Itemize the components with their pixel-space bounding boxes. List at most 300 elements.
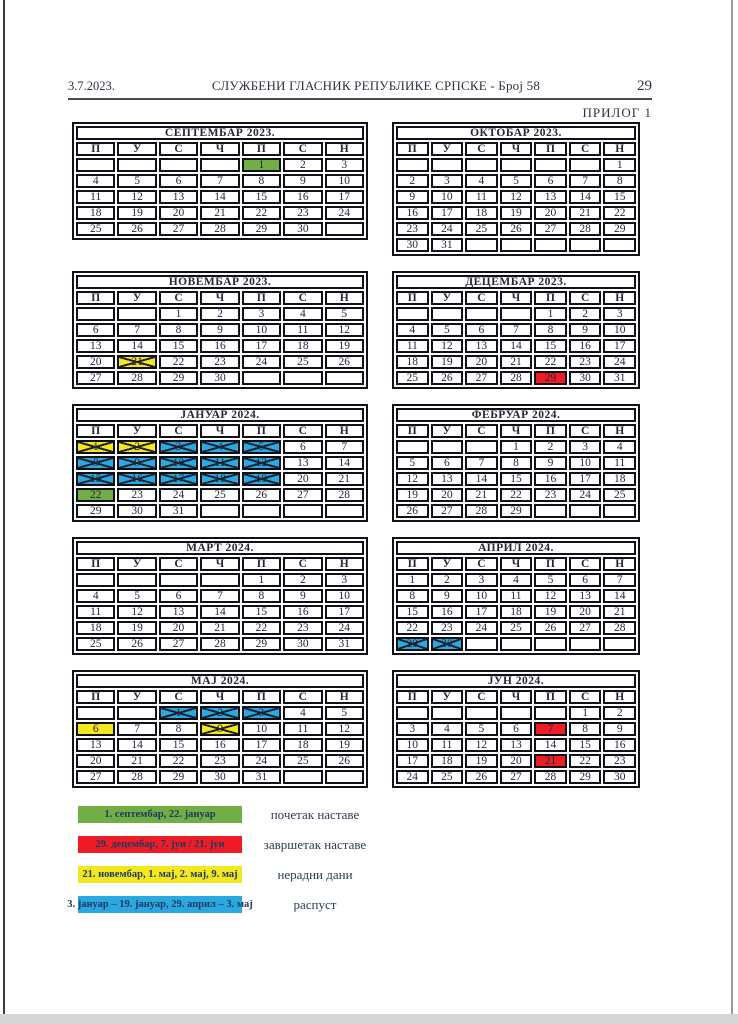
day-cell: 2 bbox=[396, 174, 429, 188]
page-edge-left bbox=[3, 0, 5, 1024]
day-cell: 3 bbox=[465, 573, 498, 587]
day-cell: 21 bbox=[117, 355, 156, 369]
day-cell: 26 bbox=[500, 222, 533, 236]
weekday-header: П bbox=[76, 690, 115, 704]
legend-label: завршетак наставе bbox=[263, 836, 367, 852]
day-cell: 19 bbox=[117, 621, 156, 635]
day-cell: 28 bbox=[465, 504, 498, 518]
month-title: ЈУН 2024. bbox=[396, 674, 636, 688]
day-cell: 26 bbox=[117, 222, 156, 236]
day-cell: 27 bbox=[431, 504, 464, 518]
calendar-month bbox=[392, 271, 640, 389]
weekday-header: Ч bbox=[200, 142, 239, 156]
day-cell: 18 bbox=[76, 621, 115, 635]
day-cell: 30 bbox=[283, 637, 322, 651]
weekday-header: Н bbox=[603, 690, 636, 704]
day-cell bbox=[534, 158, 567, 172]
day-cell: 23 bbox=[431, 621, 464, 635]
day-cell: 26 bbox=[117, 637, 156, 651]
day-cell: 22 bbox=[569, 754, 602, 768]
day-cell: 7 bbox=[200, 589, 239, 603]
day-cell: 11 bbox=[283, 323, 322, 337]
day-cell: 2 bbox=[534, 440, 567, 454]
month-title: ЈАНУАР 2024. bbox=[76, 408, 364, 422]
weekday-header: Ч bbox=[200, 291, 239, 305]
day-cell: 22 bbox=[242, 621, 281, 635]
day-cell: 25 bbox=[396, 371, 429, 385]
day-cell bbox=[242, 371, 281, 385]
day-cell: 29 bbox=[76, 504, 115, 518]
day-cell: 20 bbox=[500, 754, 533, 768]
weekday-header: У bbox=[117, 557, 156, 571]
weekday-header: П bbox=[396, 557, 429, 571]
day-cell: 11 bbox=[76, 190, 115, 204]
day-cell: 27 bbox=[76, 770, 115, 784]
day-cell bbox=[396, 158, 429, 172]
weekday-header: С bbox=[159, 424, 198, 438]
day-cell: 10 bbox=[325, 174, 364, 188]
day-cell: 24 bbox=[603, 355, 636, 369]
day-cell: 18 bbox=[603, 472, 636, 486]
day-cell: 9 bbox=[200, 323, 239, 337]
day-cell: 27 bbox=[159, 222, 198, 236]
day-cell: 15 bbox=[569, 738, 602, 752]
weekday-header: С bbox=[569, 557, 602, 571]
day-cell: 1 bbox=[159, 307, 198, 321]
day-cell: 1 bbox=[603, 158, 636, 172]
day-cell: 29 bbox=[534, 371, 567, 385]
day-cell: 23 bbox=[283, 621, 322, 635]
day-cell bbox=[242, 504, 281, 518]
day-cell: 3 bbox=[569, 440, 602, 454]
day-cell: 1 bbox=[569, 706, 602, 720]
day-cell: 18 bbox=[200, 472, 239, 486]
weekday-header: Н bbox=[325, 142, 364, 156]
day-cell: 2 bbox=[117, 440, 156, 454]
day-cell: 14 bbox=[117, 339, 156, 353]
day-cell: 16 bbox=[603, 738, 636, 752]
day-cell bbox=[117, 158, 156, 172]
page-edge-right bbox=[731, 0, 733, 1024]
day-cell: 22 bbox=[534, 355, 567, 369]
weekday-header: Ч bbox=[200, 557, 239, 571]
day-cell: 12 bbox=[465, 738, 498, 752]
day-cell bbox=[500, 238, 533, 252]
day-cell: 15 bbox=[396, 605, 429, 619]
weekday-header: П bbox=[242, 690, 281, 704]
day-cell: 19 bbox=[500, 206, 533, 220]
day-cell bbox=[569, 238, 602, 252]
day-cell: 29 bbox=[242, 637, 281, 651]
day-cell: 17 bbox=[159, 472, 198, 486]
weekday-header: Н bbox=[325, 424, 364, 438]
day-cell: 21 bbox=[603, 605, 636, 619]
day-cell: 12 bbox=[534, 589, 567, 603]
day-cell: 17 bbox=[431, 206, 464, 220]
day-cell: 5 bbox=[325, 307, 364, 321]
day-cell: 27 bbox=[500, 770, 533, 784]
day-cell: 18 bbox=[283, 339, 322, 353]
day-cell: 15 bbox=[534, 339, 567, 353]
weekday-header: П bbox=[534, 142, 567, 156]
day-cell: 28 bbox=[200, 222, 239, 236]
day-cell: 20 bbox=[159, 206, 198, 220]
day-cell bbox=[159, 158, 198, 172]
day-cell: 20 bbox=[465, 355, 498, 369]
day-cell: 7 bbox=[465, 456, 498, 470]
day-cell: 16 bbox=[117, 472, 156, 486]
weekday-header: У bbox=[431, 690, 464, 704]
day-cell: 26 bbox=[396, 504, 429, 518]
day-cell: 29 bbox=[159, 371, 198, 385]
day-cell bbox=[465, 637, 498, 651]
day-cell: 11 bbox=[200, 456, 239, 470]
day-cell: 10 bbox=[159, 456, 198, 470]
day-cell: 1 bbox=[534, 307, 567, 321]
day-cell: 25 bbox=[431, 770, 464, 784]
weekday-header: С bbox=[159, 142, 198, 156]
day-cell: 11 bbox=[76, 605, 115, 619]
legend-color-box: 29. децембар, 7. јун / 21. јун bbox=[78, 836, 242, 853]
weekday-header: П bbox=[76, 557, 115, 571]
weekday-header: Н bbox=[325, 557, 364, 571]
day-cell: 21 bbox=[500, 355, 533, 369]
day-cell bbox=[117, 573, 156, 587]
day-cell: 26 bbox=[465, 770, 498, 784]
day-cell: 25 bbox=[76, 222, 115, 236]
legend-item bbox=[78, 806, 380, 823]
header-title: СЛУЖБЕНИ ГЛАСНИК РЕПУБЛИКЕ СРПСКЕ - Број 58 bbox=[211, 78, 541, 93]
calendar-month bbox=[72, 122, 368, 240]
legend-item bbox=[78, 836, 380, 853]
weekday-header: С bbox=[569, 424, 602, 438]
day-cell: 8 bbox=[242, 174, 281, 188]
day-cell bbox=[76, 158, 115, 172]
day-cell: 30 bbox=[603, 770, 636, 784]
day-cell: 26 bbox=[242, 488, 281, 502]
day-cell bbox=[569, 158, 602, 172]
day-cell: 29 bbox=[396, 637, 429, 651]
day-cell: 7 bbox=[534, 722, 567, 736]
day-cell: 25 bbox=[603, 488, 636, 502]
day-cell: 15 bbox=[603, 190, 636, 204]
day-cell: 5 bbox=[117, 589, 156, 603]
day-cell: 3 bbox=[242, 706, 281, 720]
day-cell: 7 bbox=[500, 323, 533, 337]
day-cell: 13 bbox=[159, 190, 198, 204]
weekday-header: П bbox=[534, 690, 567, 704]
weekday-header: С bbox=[465, 291, 498, 305]
day-cell: 28 bbox=[117, 371, 156, 385]
day-cell: 2 bbox=[431, 573, 464, 587]
day-cell: 13 bbox=[76, 738, 115, 752]
day-cell: 25 bbox=[200, 488, 239, 502]
day-cell: 10 bbox=[242, 323, 281, 337]
day-cell: 20 bbox=[159, 621, 198, 635]
weekday-header: П bbox=[396, 424, 429, 438]
legend-color-box: 1. септембар, 22. јануар bbox=[78, 806, 242, 823]
day-cell: 12 bbox=[117, 605, 156, 619]
day-cell: 13 bbox=[431, 472, 464, 486]
day-cell: 14 bbox=[603, 589, 636, 603]
day-cell: 9 bbox=[569, 323, 602, 337]
day-cell: 20 bbox=[76, 355, 115, 369]
day-cell: 3 bbox=[396, 722, 429, 736]
day-cell: 13 bbox=[465, 339, 498, 353]
day-cell: 13 bbox=[76, 339, 115, 353]
day-cell: 30 bbox=[431, 637, 464, 651]
weekday-header: Ч bbox=[500, 291, 533, 305]
day-cell: 10 bbox=[569, 456, 602, 470]
day-cell bbox=[431, 706, 464, 720]
day-cell: 13 bbox=[569, 589, 602, 603]
legend-label: почетак наставе bbox=[270, 806, 360, 822]
annex-label: ПРИЛОГ 1 bbox=[582, 105, 652, 120]
day-cell: 3 bbox=[431, 174, 464, 188]
day-cell: 3 bbox=[159, 440, 198, 454]
day-cell: 3 bbox=[325, 158, 364, 172]
day-cell: 11 bbox=[603, 456, 636, 470]
day-cell: 4 bbox=[283, 307, 322, 321]
day-cell: 25 bbox=[283, 355, 322, 369]
day-cell: 5 bbox=[534, 573, 567, 587]
day-cell: 23 bbox=[200, 355, 239, 369]
day-cell: 17 bbox=[465, 605, 498, 619]
day-cell bbox=[325, 770, 364, 784]
day-cell: 14 bbox=[200, 190, 239, 204]
calendar-month bbox=[392, 670, 640, 788]
day-cell: 26 bbox=[431, 371, 464, 385]
day-cell bbox=[500, 158, 533, 172]
day-cell: 21 bbox=[534, 754, 567, 768]
weekday-header: С bbox=[159, 291, 198, 305]
day-cell bbox=[76, 706, 115, 720]
day-cell: 12 bbox=[431, 339, 464, 353]
weekday-header: Н bbox=[325, 690, 364, 704]
calendar-month bbox=[72, 271, 368, 389]
day-cell: 23 bbox=[117, 488, 156, 502]
day-cell: 13 bbox=[500, 738, 533, 752]
day-cell: 17 bbox=[569, 472, 602, 486]
day-cell bbox=[500, 637, 533, 651]
day-cell: 20 bbox=[283, 472, 322, 486]
day-cell: 17 bbox=[325, 190, 364, 204]
page-edge-bottom bbox=[0, 1014, 738, 1024]
page-number: 29 bbox=[637, 78, 652, 94]
weekday-header: У bbox=[117, 690, 156, 704]
day-cell: 18 bbox=[396, 355, 429, 369]
day-cell: 1 bbox=[242, 158, 281, 172]
legend-color-box: 21. новембар, 1. мај, 2. мај, 9. мај bbox=[78, 866, 242, 883]
weekday-header: У bbox=[431, 424, 464, 438]
day-cell: 24 bbox=[242, 754, 281, 768]
day-cell: 21 bbox=[465, 488, 498, 502]
day-cell bbox=[534, 637, 567, 651]
day-cell: 6 bbox=[76, 722, 115, 736]
day-cell: 4 bbox=[431, 722, 464, 736]
weekday-header: Ч bbox=[500, 557, 533, 571]
day-cell: 14 bbox=[465, 472, 498, 486]
weekday-header: Ч bbox=[200, 424, 239, 438]
legend-label: нерадни дани bbox=[277, 866, 353, 882]
day-cell: 5 bbox=[117, 174, 156, 188]
day-cell: 9 bbox=[283, 589, 322, 603]
day-cell: 19 bbox=[117, 206, 156, 220]
weekday-header: Ч bbox=[500, 142, 533, 156]
day-cell: 29 bbox=[159, 770, 198, 784]
weekday-header: П bbox=[396, 291, 429, 305]
weekday-header: П bbox=[242, 291, 281, 305]
day-cell: 28 bbox=[117, 770, 156, 784]
day-cell: 21 bbox=[117, 754, 156, 768]
weekday-header: У bbox=[117, 142, 156, 156]
day-cell: 11 bbox=[283, 722, 322, 736]
day-cell: 16 bbox=[569, 339, 602, 353]
month-title: ФЕБРУАР 2024. bbox=[396, 408, 636, 422]
day-cell: 2 bbox=[283, 573, 322, 587]
day-cell: 23 bbox=[200, 754, 239, 768]
day-cell: 24 bbox=[242, 355, 281, 369]
day-cell: 4 bbox=[603, 440, 636, 454]
day-cell: 4 bbox=[500, 573, 533, 587]
month-title: АПРИЛ 2024. bbox=[396, 541, 636, 555]
day-cell: 1 bbox=[242, 573, 281, 587]
day-cell: 11 bbox=[465, 190, 498, 204]
day-cell: 6 bbox=[569, 573, 602, 587]
day-cell: 6 bbox=[76, 323, 115, 337]
day-cell bbox=[431, 307, 464, 321]
day-cell: 30 bbox=[200, 371, 239, 385]
day-cell: 22 bbox=[603, 206, 636, 220]
day-cell bbox=[500, 706, 533, 720]
day-cell: 22 bbox=[159, 754, 198, 768]
day-cell: 16 bbox=[396, 206, 429, 220]
day-cell: 26 bbox=[325, 754, 364, 768]
day-cell: 1 bbox=[500, 440, 533, 454]
day-cell: 16 bbox=[431, 605, 464, 619]
day-cell: 25 bbox=[76, 637, 115, 651]
day-cell: 25 bbox=[500, 621, 533, 635]
day-cell: 4 bbox=[200, 440, 239, 454]
weekday-header: П bbox=[534, 291, 567, 305]
weekday-header: С bbox=[283, 142, 322, 156]
day-cell: 27 bbox=[569, 621, 602, 635]
day-cell: 30 bbox=[569, 371, 602, 385]
day-cell: 4 bbox=[76, 589, 115, 603]
calendar-month bbox=[72, 404, 368, 522]
day-cell: 20 bbox=[534, 206, 567, 220]
day-cell: 8 bbox=[159, 323, 198, 337]
day-cell: 6 bbox=[159, 589, 198, 603]
day-cell: 21 bbox=[200, 206, 239, 220]
day-cell: 8 bbox=[76, 456, 115, 470]
day-cell: 2 bbox=[283, 158, 322, 172]
weekday-header: Н bbox=[603, 557, 636, 571]
day-cell: 10 bbox=[242, 722, 281, 736]
day-cell: 17 bbox=[242, 339, 281, 353]
day-cell: 4 bbox=[465, 174, 498, 188]
day-cell: 18 bbox=[465, 206, 498, 220]
day-cell: 12 bbox=[500, 190, 533, 204]
day-cell bbox=[325, 371, 364, 385]
day-cell: 31 bbox=[431, 238, 464, 252]
day-cell bbox=[283, 371, 322, 385]
day-cell: 19 bbox=[534, 605, 567, 619]
day-cell: 16 bbox=[283, 190, 322, 204]
day-cell: 10 bbox=[325, 589, 364, 603]
day-cell: 29 bbox=[569, 770, 602, 784]
weekday-header: П bbox=[76, 142, 115, 156]
day-cell: 10 bbox=[603, 323, 636, 337]
day-cell: 10 bbox=[396, 738, 429, 752]
legend-label: распуст bbox=[293, 896, 337, 912]
day-cell: 13 bbox=[534, 190, 567, 204]
day-cell: 27 bbox=[283, 488, 322, 502]
day-cell: 18 bbox=[431, 754, 464, 768]
day-cell bbox=[603, 637, 636, 651]
day-cell bbox=[200, 158, 239, 172]
day-cell bbox=[603, 504, 636, 518]
day-cell: 25 bbox=[465, 222, 498, 236]
day-cell: 23 bbox=[569, 355, 602, 369]
day-cell: 14 bbox=[117, 738, 156, 752]
day-cell: 14 bbox=[200, 605, 239, 619]
day-cell: 6 bbox=[431, 456, 464, 470]
day-cell bbox=[159, 573, 198, 587]
weekday-header: С bbox=[159, 557, 198, 571]
day-cell: 5 bbox=[325, 706, 364, 720]
weekday-header: С bbox=[283, 291, 322, 305]
day-cell: 9 bbox=[200, 722, 239, 736]
day-cell: 15 bbox=[242, 190, 281, 204]
day-cell bbox=[431, 440, 464, 454]
month-title: НОВЕМБАР 2023. bbox=[76, 275, 364, 289]
weekday-header: Н bbox=[603, 424, 636, 438]
day-cell: 14 bbox=[569, 190, 602, 204]
day-cell: 10 bbox=[431, 190, 464, 204]
day-cell bbox=[465, 158, 498, 172]
day-cell: 28 bbox=[500, 371, 533, 385]
day-cell: 14 bbox=[534, 738, 567, 752]
day-cell: 9 bbox=[283, 174, 322, 188]
day-cell: 17 bbox=[603, 339, 636, 353]
day-cell: 15 bbox=[500, 472, 533, 486]
day-cell: 24 bbox=[431, 222, 464, 236]
day-cell: 2 bbox=[569, 307, 602, 321]
day-cell: 9 bbox=[396, 190, 429, 204]
day-cell: 2 bbox=[200, 706, 239, 720]
weekday-header: У bbox=[431, 291, 464, 305]
weekday-header: У bbox=[117, 424, 156, 438]
day-cell: 3 bbox=[242, 307, 281, 321]
day-cell: 4 bbox=[76, 174, 115, 188]
day-cell: 15 bbox=[159, 738, 198, 752]
day-cell: 12 bbox=[325, 323, 364, 337]
day-cell: 4 bbox=[283, 706, 322, 720]
day-cell: 26 bbox=[534, 621, 567, 635]
day-cell bbox=[117, 307, 156, 321]
day-cell: 24 bbox=[159, 488, 198, 502]
month-title: МАРТ 2024. bbox=[76, 541, 364, 555]
weekday-header: С bbox=[569, 690, 602, 704]
day-cell: 1 bbox=[76, 440, 115, 454]
day-cell: 25 bbox=[283, 754, 322, 768]
day-cell bbox=[76, 573, 115, 587]
day-cell bbox=[431, 158, 464, 172]
day-cell: 12 bbox=[117, 190, 156, 204]
day-cell bbox=[534, 238, 567, 252]
day-cell: 2 bbox=[200, 307, 239, 321]
